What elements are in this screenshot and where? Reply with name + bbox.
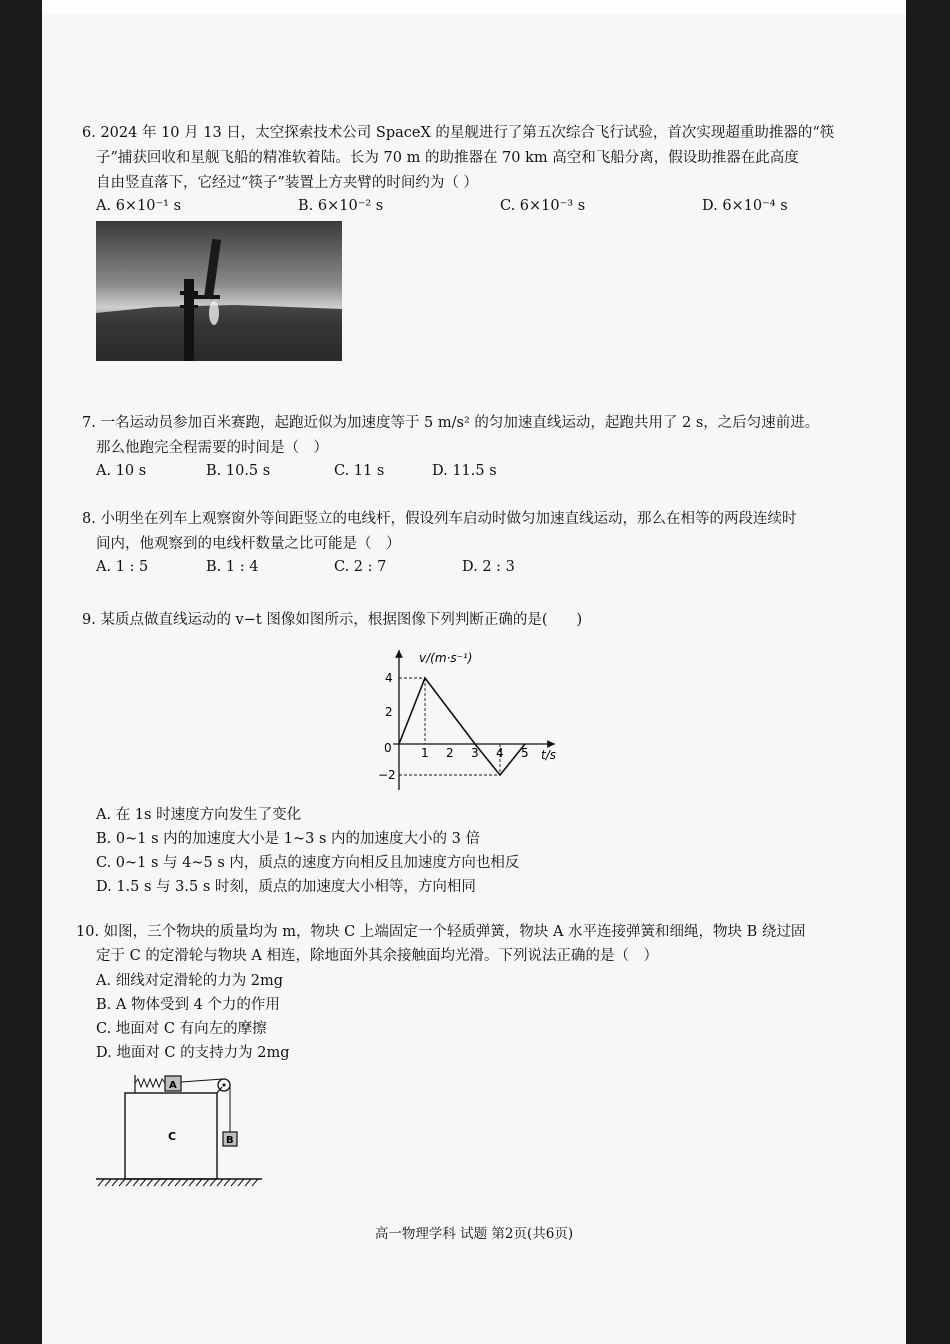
q7-line-2: 那么他跑完全程需要的时间是（ ） [96,440,328,456]
q6-line-1: 6. 2024 年 10 月 13 日，太空探索技术公司 SpaceX 的星舰进行了第五次综合飞行试验，首次实现超重助推器的“筷 [82,125,835,141]
q8-line-1: 8. 小明坐在列车上观察窗外等间距竖立的电线杆，假设列车启动时做匀加速直线运动，那么在相等的两段连续时 [82,511,797,527]
q9-option-c: C. 0~1 s 与 4~5 s 内，质点的速度方向相反且加速度方向也相反 [96,855,520,871]
q10-option-d: D. 地面对 C 的支持力为 2mg [96,1045,290,1061]
block-a-label: A [169,1080,177,1091]
starship-booster-photo [96,221,342,361]
q10-line-1: 10. 如图，三个物块的质量均为 m，物块 C 上端固定一个轻质弹簧，物块 A 水平连接弹簧和细绳，物块 B 绕过固 [76,924,806,940]
q9-option-a: A. 在 1s 时速度方向发生了变化 [96,807,302,823]
block-b-label: B [226,1135,234,1146]
q6-option-d: D. 6×10⁻⁴ s [702,198,788,214]
q8-option-a: A. 1 : 5 [96,559,149,575]
q6-option-a: A. 6×10⁻¹ s [96,198,182,214]
graph-xtick-5: 5 [521,746,529,760]
spring [135,1079,165,1087]
pulley-block-figure [92,1066,282,1192]
page-footer: 高一物理学科 试题 第2页(共6页) [374,1226,574,1242]
graph-ytick-4: 4 [385,671,393,685]
q8-line-2: 间内，他观察到的电线杆数量之比可能是（ ） [96,536,401,552]
rope-horizontal [181,1079,223,1082]
block-c-label: C [168,1130,177,1143]
q9-option-d: D. 1.5 s 与 3.5 s 时刻，质点的加速度大小相等，方向相同 [96,879,476,895]
page-top-edge [42,0,906,14]
graph-ylabel: v/(m·s⁻¹) [419,651,473,665]
ground-hatching [98,1179,258,1186]
velocity-time-graph [367,640,567,800]
graph-xtick-2: 2 [446,746,454,760]
q8-option-b: B. 1 : 4 [206,559,259,575]
q9-option-b: B. 0~1 s 内的加速度大小是 1~3 s 内的加速度大小的 3 倍 [96,831,480,847]
q10-option-c: C. 地面对 C 有向左的摩擦 [96,1021,267,1037]
q7-option-d: D. 11.5 s [432,463,497,479]
velocity-curve [399,678,525,775]
q6-option-c: C. 6×10⁻³ s [500,198,586,214]
q6-line-2: 子”捕获回收和星舰飞船的精准软着陆。长为 70 m 的助推器在 70 km 高空和飞船分离，假设助推器在此高度 [96,150,799,166]
graph-origin-label: 0 [384,741,392,755]
graph-xtick-1: 1 [421,746,429,760]
q7-option-b: B. 10.5 s [206,463,271,479]
q6-line-3: 自由竖直落下，它经过“筷子”装置上方夹臂的时间约为（ ） [96,175,478,191]
graph-xlabel: t/s [541,748,556,762]
q6-option-b: B. 6×10⁻² s [298,198,384,214]
q10-option-b: B. A 物体受到 4 个力的作用 [96,997,280,1013]
q10-option-a: A. 细线对定滑轮的力为 2mg [96,973,284,989]
graph-ytick-neg2: −2 [378,768,396,782]
q7-option-c: C. 11 s [334,463,385,479]
q8-option-d: D. 2 : 3 [462,559,515,575]
q7-line-1: 7. 一名运动员参加百米赛跑，起跑近似为加速度等于 5 m/s² 的匀加速直线运动，起跑共用了 2 s，之后匀速前进。 [82,415,820,431]
q9-line-1: 9. 某质点做直线运动的 v−t 图像如图所示，根据图像下列判断正确的是( ) [82,612,583,628]
q7-option-a: A. 10 s [96,463,147,479]
q8-option-c: C. 2 : 7 [334,559,387,575]
graph-xtick-3: 3 [471,746,479,760]
graph-xtick-4: 4 [496,746,504,760]
q10-line-2: 定于 C 的定滑轮与物块 A 相连，除地面外其余接触面均光滑。下列说法正确的是（ ） [96,948,658,964]
exam-page [42,0,906,1344]
graph-ytick-2: 2 [385,705,393,719]
